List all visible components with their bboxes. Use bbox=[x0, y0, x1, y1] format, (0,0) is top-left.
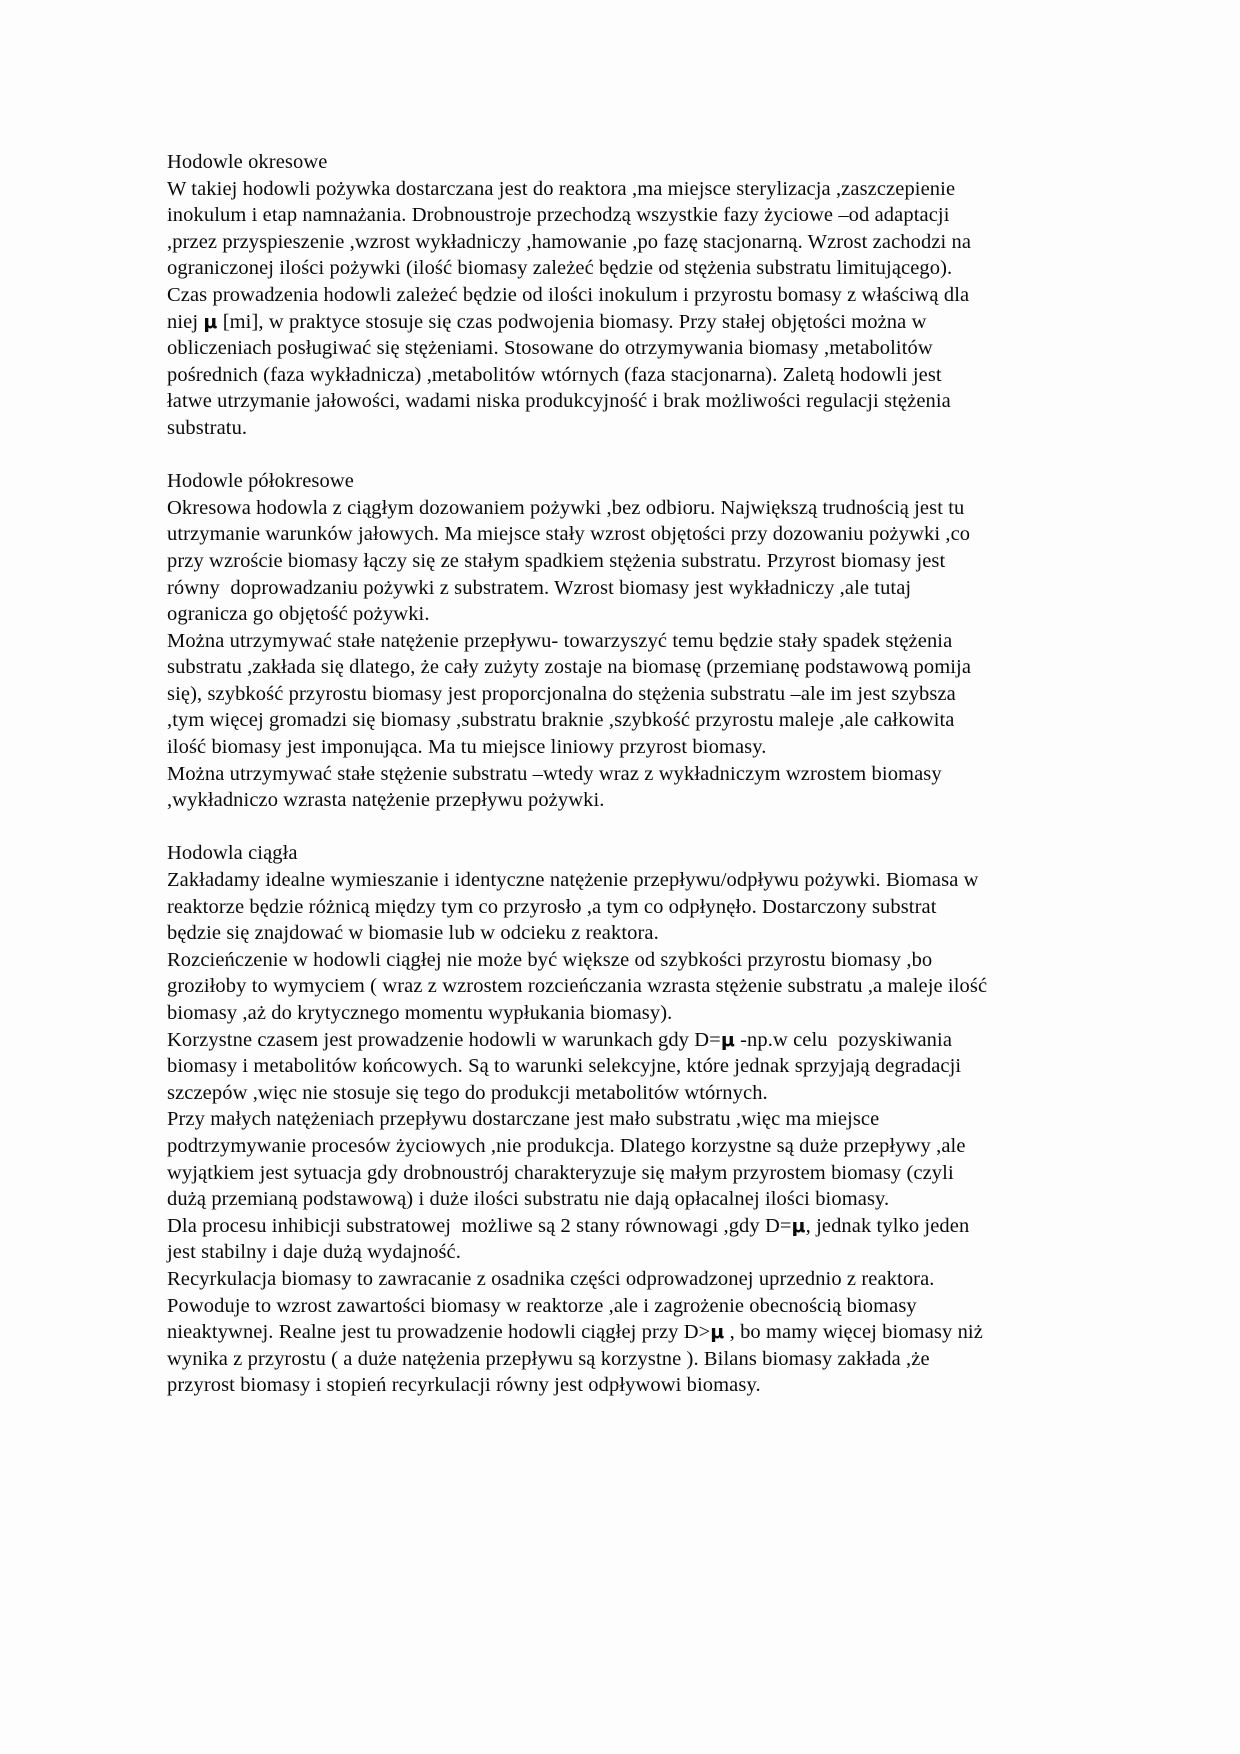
text-line bbox=[167, 415, 1097, 442]
text-line bbox=[167, 628, 1097, 655]
text-line bbox=[167, 867, 1097, 894]
text-run: Recyrkulacja biomasy to zawracanie z osadnika części odprowadzonej uprzednio z reaktora. bbox=[167, 1267, 935, 1290]
text-run: Czas prowadzenia hodowli zależeć będzie od ilości inokulum i przyrostu bomasy z właściwą dla bbox=[167, 283, 970, 306]
text-line bbox=[167, 947, 1097, 974]
text-line bbox=[167, 1106, 1097, 1133]
text-line bbox=[167, 1133, 1097, 1160]
text-line bbox=[167, 1160, 1097, 1187]
text-line bbox=[167, 1346, 1097, 1373]
text-line bbox=[167, 707, 1097, 734]
text-run: W takiej hodowli pożywka dostarczana jest do reaktora ,ma miejsce sterylizacja ,zaszczepienie bbox=[167, 177, 956, 200]
text-run: przyrost biomasy i stopień recyrkulacji równy jest odpływowi biomasy. bbox=[167, 1374, 761, 1397]
text-run: utrzymanie warunków jałowych. Ma miejsce stały wzrost objętości przy dozowaniu pożywki ,co bbox=[167, 523, 971, 546]
text-line bbox=[167, 1000, 1097, 1027]
section-2 bbox=[167, 840, 1097, 1398]
document-content bbox=[167, 149, 1097, 1399]
text-run: Dla procesu inhibicji substratowej możliwe są 2 stany równowagi ,gdy D= bbox=[167, 1214, 792, 1237]
text-line bbox=[167, 1293, 1097, 1320]
text-run: Można utrzymywać stałe natężenie przepływu- towarzyszyć temu będzie stały spadek stężenia bbox=[167, 629, 953, 652]
text-run: , jednak tylko jeden bbox=[805, 1214, 970, 1237]
text-line bbox=[167, 548, 1097, 575]
text-line bbox=[167, 1053, 1097, 1080]
text-run: niej bbox=[167, 310, 204, 333]
text-line bbox=[167, 787, 1097, 814]
text-line bbox=[167, 282, 1097, 309]
section-0 bbox=[167, 149, 1097, 442]
text-run: substratu. bbox=[167, 416, 248, 439]
text-run: dużą przemianą podstawową) i duże ilości substratu nie dają opłacalnej ilości biomasy. bbox=[167, 1188, 890, 1211]
text-line bbox=[167, 495, 1097, 522]
text-run: Można utrzymywać stałe stężenie substratu –wtedy wraz z wykładniczym wzrostem biomasy bbox=[167, 762, 942, 785]
text-run: Powoduje to wzrost zawartości biomasy w reaktorze ,ale i zagrożenie obecnością biomasy bbox=[167, 1294, 917, 1317]
section-heading: Hodowle okresowe bbox=[167, 151, 328, 173]
text-line bbox=[167, 388, 1097, 415]
text-run: biomasy i metabolitów końcowych. Są to warunki selekcyjne, które jednak sprzyjają degradacji bbox=[167, 1055, 962, 1078]
text-run: biomasy ,aż do krytycznego momentu wypłukania biomasy). bbox=[167, 1002, 673, 1024]
text-line bbox=[167, 1319, 1097, 1346]
text-run: Korzystne czasem jest prowadzenie hodowli w warunkach gdy D= bbox=[167, 1028, 721, 1051]
text-run: Przy małych natężeniach przepływu dostarczane jest mało substratu ,więc ma miejsce bbox=[167, 1108, 880, 1131]
text-line bbox=[167, 1186, 1097, 1213]
text-line bbox=[167, 681, 1097, 708]
text-line bbox=[167, 202, 1097, 229]
text-run: ilość biomasy jest imponująca. Ma tu miejsce liniowy przyrost biomasy. bbox=[167, 736, 767, 759]
text-run: ograniczonej ilości pożywki (ilość biomasy zależeć będzie od stężenia substratu limitującego). bbox=[167, 257, 953, 280]
text-run: wynika z przyrostu ( a duże natężenia przepływu są korzystne ). Bilans biomasy zakłada ,że bbox=[167, 1347, 930, 1370]
text-run: Okresowa hodowla z ciągłym dozowaniem pożywki ,bez odbioru. Największą trudnością jest tu bbox=[167, 496, 965, 519]
text-line bbox=[167, 601, 1097, 628]
text-run: Rozcieńczenie w hodowli ciągłej nie może być większe od szybkości przyrostu biomasy ,bo bbox=[167, 948, 933, 971]
text-run: ,przez przyspieszenie ,wzrost wykładniczy ,hamowanie ,po fazę stacjonarną. Wzrost zachodzi na bbox=[167, 230, 972, 253]
text-run: ogranicza go objętość pożywki. bbox=[167, 603, 430, 626]
text-run: ,tym więcej gromadzi się biomasy ,substratu braknie ,szybkość przyrostu maleje ,ale całkowita bbox=[167, 709, 955, 732]
text-line bbox=[167, 176, 1097, 203]
text-run: -np.w celu pozyskiwania bbox=[734, 1028, 953, 1051]
text-run: jest stabilny i daje dużą wydajność. bbox=[167, 1241, 461, 1264]
text-line bbox=[167, 761, 1097, 788]
section-1 bbox=[167, 468, 1097, 814]
text-run: będzie się znajdować w biomasie lub w odcieku z reaktora. bbox=[167, 922, 659, 945]
text-line bbox=[167, 309, 1097, 336]
mu-symbol: μ bbox=[203, 310, 218, 333]
text-run: przy wzroście biomasy łączy się ze stałym spadkiem stężenia substratu. Przyrost biomasy jest bbox=[167, 549, 946, 572]
text-run: reaktorze będzie różnicą między tym co przyrosło ,a tym co odpłynęło. Dostarczony substrat bbox=[167, 895, 937, 918]
text-line bbox=[167, 973, 1097, 1000]
text-run: wyjątkiem jest sytuacja gdy drobnoustrój charakteryzuje się małym przyrostem biomasy (czyli bbox=[167, 1161, 954, 1184]
text-run: równy doprowadzaniu pożywki z substratem. Wzrost biomasy jest wykładniczy ,ale tutaj bbox=[167, 576, 912, 599]
text-run: obliczeniach posługiwać się stężeniami. Stosowane do otrzymywania biomasy ,metabolitów bbox=[167, 337, 933, 360]
text-run: pośrednich (faza wykładnicza) ,metabolitów wtórnych (faza stacjonarna). Zaletą hodowli jest bbox=[167, 363, 942, 386]
text-line bbox=[167, 1266, 1097, 1293]
text-line bbox=[167, 734, 1097, 761]
text-line bbox=[167, 1372, 1097, 1399]
text-run: , bo mamy więcej biomasy niż bbox=[724, 1321, 983, 1344]
text-run: Zakładamy idealne wymieszanie i identyczne natężenie przepływu/odpływu pożywki. Biomasa w bbox=[167, 869, 979, 892]
text-run: podtrzymywanie procesów życiowych ,nie produkcja. Dlatego korzystne są duże przepływy ,ale bbox=[167, 1134, 966, 1157]
text-line bbox=[167, 920, 1097, 947]
text-run: [mi], w praktyce stosuje się czas podwojenia biomasy. Przy stałej objętości można w bbox=[217, 310, 927, 333]
text-run: się), szybkość przyrostu biomasy jest proporcjonalna do stężenia substratu –ale im jest szybsza bbox=[167, 682, 956, 705]
text-run: szczepów ,więc nie stosuje się tego do produkcji metabolitów wtórnych. bbox=[167, 1081, 768, 1104]
text-run: ,wykładniczo wzrasta natężenie przepływu pożywki. bbox=[167, 789, 605, 812]
text-line bbox=[167, 521, 1097, 548]
text-run: nieaktywnej. Realne jest tu prowadzenie hodowli ciągłej przy D> bbox=[167, 1321, 711, 1344]
text-run: łatwe utrzymanie jałowości, wadami niska produkcyjność i brak możliwości regulacji stężenia bbox=[167, 390, 951, 413]
text-line bbox=[167, 1080, 1097, 1107]
section-heading: Hodowle półokresowe bbox=[167, 470, 354, 493]
text-line bbox=[167, 335, 1097, 362]
text-line bbox=[167, 894, 1097, 921]
text-line bbox=[167, 255, 1097, 282]
text-line bbox=[167, 1239, 1097, 1266]
text-line bbox=[167, 1027, 1097, 1054]
text-run: substratu ,zakłada się dlatego, że cały zużyty zostaje na biomasę (przemianę podstawową pomija bbox=[167, 656, 972, 679]
text-line bbox=[167, 575, 1097, 602]
section-heading: Hodowla ciągła bbox=[167, 842, 298, 865]
mu-symbol: μ bbox=[720, 1028, 735, 1051]
text-line bbox=[167, 654, 1097, 681]
text-line bbox=[167, 229, 1097, 256]
mu-symbol: μ bbox=[791, 1214, 806, 1237]
text-run: inokulum i etap namnażania. Drobnoustroje przechodzą wszystkie fazy życiowe –od adaptacji bbox=[167, 204, 950, 227]
mu-symbol: μ bbox=[710, 1321, 725, 1344]
text-line bbox=[167, 1213, 1097, 1240]
text-run: groziłoby to wymyciem ( wraz z wzrostem rozcieńczania wzrasta stężenie substratu ,a maleje ilość bbox=[167, 975, 988, 998]
text-line bbox=[167, 362, 1097, 389]
